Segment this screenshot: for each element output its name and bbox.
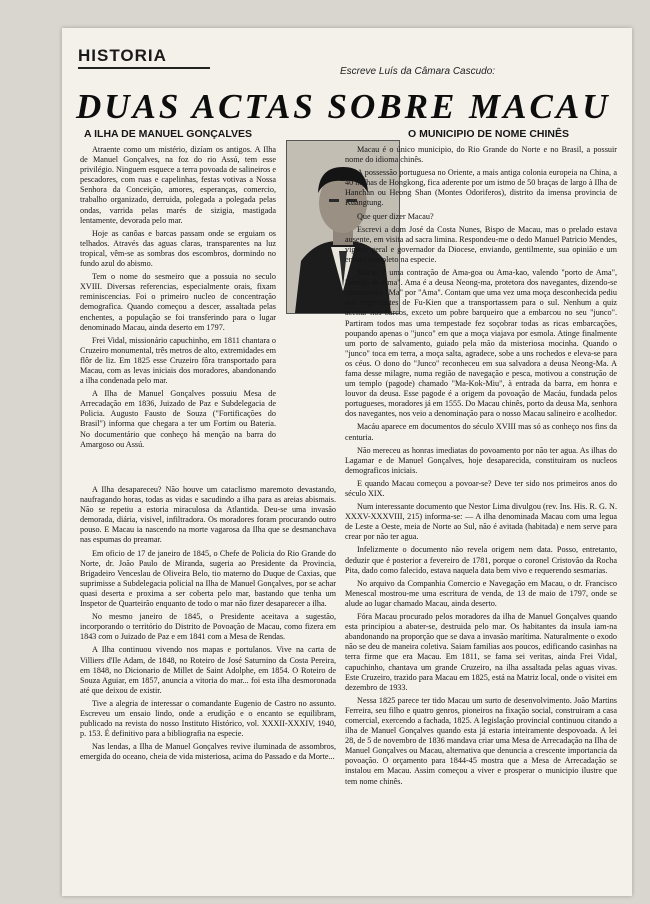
right-column-text — [345, 145, 617, 888]
left-paragraph: A Ilha de Manuel Gonçalves possuiu Mesa de Arrecadação em 1836, Juizado de Paz e Subdelegacia de Policia. Augusto Fausto de Souza ("Fortificações do Brasil") informa que chegara a ter um Fortim ou Bateria. No documentário que conheço há menção na barra do Amargoso ou Assú. — [80, 389, 276, 449]
right-paragraph: Macau é o único municipio, do Rio Grande do Norte e no Brasil, a possuir nome do idioma chinês. — [345, 145, 617, 165]
right-paragraph: No arquivo da Companhia Comercio e Navegação em Macau, o dr. Francisco Menescal mostrou-me uma escritura de venda, de 13 de maio de 1797, onde se alude ao lugar chamado Macau, ainda deserto. — [345, 578, 617, 608]
left-paragraph: Tem o nome do sesmeiro que a possuia no seculo XVIII. Diversas referencias, especialmente orais, fixam reminiscencias. Foi o primeiro nucleo de concentração demografica. Quando começou a descer, assaltada pelas enchentes, a população se foi transferindo para o lugar denominado Macau, ainda deserto em 1797. — [80, 272, 276, 332]
left-column-lower-text — [80, 485, 336, 885]
right-paragraph: Num interessante documento que Nestor Lima divulgou (rev. Ins. His. R. G. N. XXXV-XXXVIII, 215) informa-se: — A ilha denominada Macau com uma legua de Leste a Oeste, meia de Norte ao Sul, não é avitada (habitada) e nem serve para crear por não ter agua. — [345, 502, 617, 542]
left-paragraph: A Ilha desapareceu? Não houve um cataclismo maremoto devastando, naufragando horas, todas as vidas e sacudindo a ilha para as areias abismais. Não se repetiu a estoria miraculosa da Atlantida. Deu-se uma invasão demorada, diária, visivel, infiltradora. Os moradores foram procurando outro pouso. E Macau ia nascendo na morte vagarosa da Ilha que se desmanchava nas espumas do preamar. — [80, 485, 336, 545]
right-paragraph: A possessão portuguesa no Oriente, a mais antiga colonia europeia na China, a 40 milhas de Hongkong, fica aderente por um istmo de 50 braças de largo à Ilha de Hanchan ou Heong Shan (Montes Odoriferos), distrito da imensa provincia de Kuangtung. — [345, 168, 617, 208]
right-paragraph: Infelizmente o documento não revela origem nem data. Posso, entretanto, deduzir que é posterior a fevereiro de 1781, porque o coronel Cristovão da Rocha Pita, dado como falecido, estava naquela data bem vivo e requerendo sesmarias. — [345, 545, 617, 575]
headline: DUAS ACTAS SOBRE MACAU — [76, 87, 611, 126]
left-paragraph: Frei Vidal, missionário capuchinho, em 1811 chantara o Cruzeiro monumental, três metros de alto, extremidades em flôr de liz. Em 1825 esse Cruzeiro fôra transportado para Macau, com as levas iniciais dos moradores, abandonando a ilha condenada pelo mar. — [80, 335, 276, 386]
right-paragraph: Não mereceu as honras imediatas do povoamento por não ter agua. As ilhas do Lagamar e de Manuel Gonçalves, hoje desaparecida, constituiram os nucleos demograficos iniciais. — [345, 445, 617, 475]
left-paragraph: Hoje as canôas e barcas passam onde se erguiam os telhados. Através das aguas claras, transparentes na luz tropical, vêm-se as sombras dos escombros, dormindo no fundo azul do abismo. — [80, 228, 276, 269]
right-subhead: O MUNICIPIO DE NOME CHINÊS — [408, 128, 570, 140]
right-paragraph: Nessa 1825 parece ter tido Macau um surto de desenvolvimento. João Martins Ferreira, seu filho e quatro genros, pioneiros na fixação social, construiram a casa comercial, exercendo a fachada, 1825. A legislação provincial continuou citando a ilha de Manuel Gonçalves quando esta já estaria inteiramente despovoada. A lei 28, de 5 de novembro de 1836 mandava criar uma Mesa de Arrecadação na Ilha de Manuel Gonçalves ou Macau, alternativa que denuncia a crescente importancia da povoação. O orçamento para 1844-45 mostra que a Mesa de Arrecadação se instalou em Macau. Assim começou a viver e prosperar o municipio ilustre que tem nome chinês. — [345, 695, 617, 786]
left-paragraph: Tive a alegria de interessar o comandante Eugenio de Castro no assunto. Escreveu um ensaio lindo, onde a erudição e o encanto se equilibram, publicado na revista do nosso Instituto Histórico, vol. XXXII-XXXIV, 1940, p. 153. É definitivo para a bibliografia na especie. — [80, 698, 336, 739]
right-paragraph: Fóra Macau procurado pelos moradores da ilha de Manuel Gonçalves quando esta principiou a abater-se, destruida pelo mar. Os habitantes da insula iam-na abandonando na proporção que se dava a invasão marítima. Naturalmente o exodo não se deu de maneira coletiva. Saiam familias aos poucos, edificando casinhas na terra firme que era Macau. Em 1811, se fama sei veritas, ainda Frei Vidal, capuchinho, chantava um grande Cruzeiro, na ilha assaltada pelas aguas vivas. Este Cruzeiro, trazido para Macau em 1825, está na Matriz local, onde o visitei em dezembro de 1933. — [345, 612, 617, 692]
right-paragraph: Que quer dizer Macau? — [357, 211, 434, 221]
left-paragraph: No mesmo janeiro de 1845, o Presidente aceitava a sugestão, incorporando o território do Distrito de Povoação de Macau, como fizera em 1843 com o Juizado de Paz e em 1841 com a Mesa de Rendas. — [80, 612, 336, 642]
section-rule — [78, 67, 210, 69]
right-paragraph: E quando Macau começou a povoar-se? Deve ter sido nos primeiros anos do século XIX. — [345, 478, 617, 498]
left-column-text — [80, 145, 276, 475]
section-label: HISTORIA — [78, 46, 167, 65]
right-paragraph: Macau é uma contração de Ama-goa ou Ama-kao, valendo "porto de Ama", "abrigo de Ama". Ama é a deusa Neong-ma, protetora dos navegantes, dizendo-se comumente "Ma" por "Ama". Contam que uma vez uma moça desconhecida pediu aos negociantes de Fu-Kien que a transportassem para o sul. Nenhum a quiz aceitar nos barcos, exceto um pobre barqueiro que a embarcou no seu "junco". Partiram todos mas uma tempestade fez soçobrar todas as ricas embarcações, poupando apenas o "junco" em que a moça viajava por esmola. Atinge finalmente um porto de salvamento, guiado pela mão da misteriosa mocinha. Quando o "junco" toca em terra, a moça salta, agradece, sobe a uns rochedos e eleva-se para os céus. O dono do "Junco" reconheceu em sua salvadora a deusa Neong-Ma. A fama desse milagre, numa região de navegação e pesca, motivou a construção de um templo (pagode) chamado "Ma-Kok-Miu", à entrada da barra, em honra e louvor da deusa. Esse pagode é a origem da povoação de Macáu, fundada pelos portugueses, moradores já em 1555. Do Macau chinês, porto da deusa Ma, senhora dos navegantes, nos veio a denominação para o nosso Macau salineiro e acolhedor. — [345, 268, 617, 419]
right-paragraph: Macáu aparece em documentos do século XVIII mas só as conheço nos fins da centuria. — [345, 422, 617, 442]
left-paragraph: A Ilha continuou vivendo nos mapas e portulanos. Vive na carta de Villiers d'Ile Adam, de 1848, no Roteiro de José Saturnino da Costa Pereira, em 1848, no Dicionario de Millet de Saint Adolphe, em 1854. O Roteiro de Souza Aguiar, em 1857, anuncia a vitoria do mar... foi esta ilha desmoronada até que deixou de existir. — [80, 645, 336, 695]
left-paragraph: Nas lendas, a Ilha de Manuel Gonçalves revive iluminada de assombros, emergida do oceano, cheia de vida misteriosa, acima do Passado e da Morte... — [80, 742, 336, 762]
byline: Escreve Luís da Câmara Cascudo: — [340, 66, 496, 77]
right-paragraph: Escrevi a dom José da Costa Nunes, Bispo de Macau, mas o prelado estava ausente, em visita ad sacra limina. Respondeu-me o dedo Manuel Patricio Mendes, vigario geral e governador da Diocese, enviando, gentilmente, sua opinião e um ensaio completo na especie. — [345, 224, 617, 264]
left-subhead: A ILHA DE MANUEL GONÇALVES — [84, 128, 253, 140]
left-paragraph: Atraente como um mistério, dizíam os antigos. A Ilha de Manuel Gonçalves, na foz do rio Assú, tem esse privilégio. Ninguem esquece a terra povoada de salineiros e pescadores, com ruas e capelinhas, festas votivas a Nossa Senhora da Conceição, amores, esperanças, comercio, trabalho organizado, derruida, polegada a polegada pelas ondas, varrida pelas marés de sizigia, mastigada lentamente, devorada pelo mar. — [80, 145, 276, 225]
left-paragraph: Em oficio de 17 de janeiro de 1845, o Chefe de Policia do Rio Grande do Norte, dr. João Paulo de Miranda, sugeria ao Presidente da Provincia, Brigadeiro Venceslau de Oliveira Belo, tio materno do Duque de Caxias, que suprimisse a Subdelegacia policial na Ilha de Manuel Gonçalves, por se achar quasi deserta e proxima a ser coberta pelo mar, bastando que tenha um Inspetor de Quarteirão enquanto de todo o mar não fizer desaparecer a ilha. — [80, 548, 336, 609]
